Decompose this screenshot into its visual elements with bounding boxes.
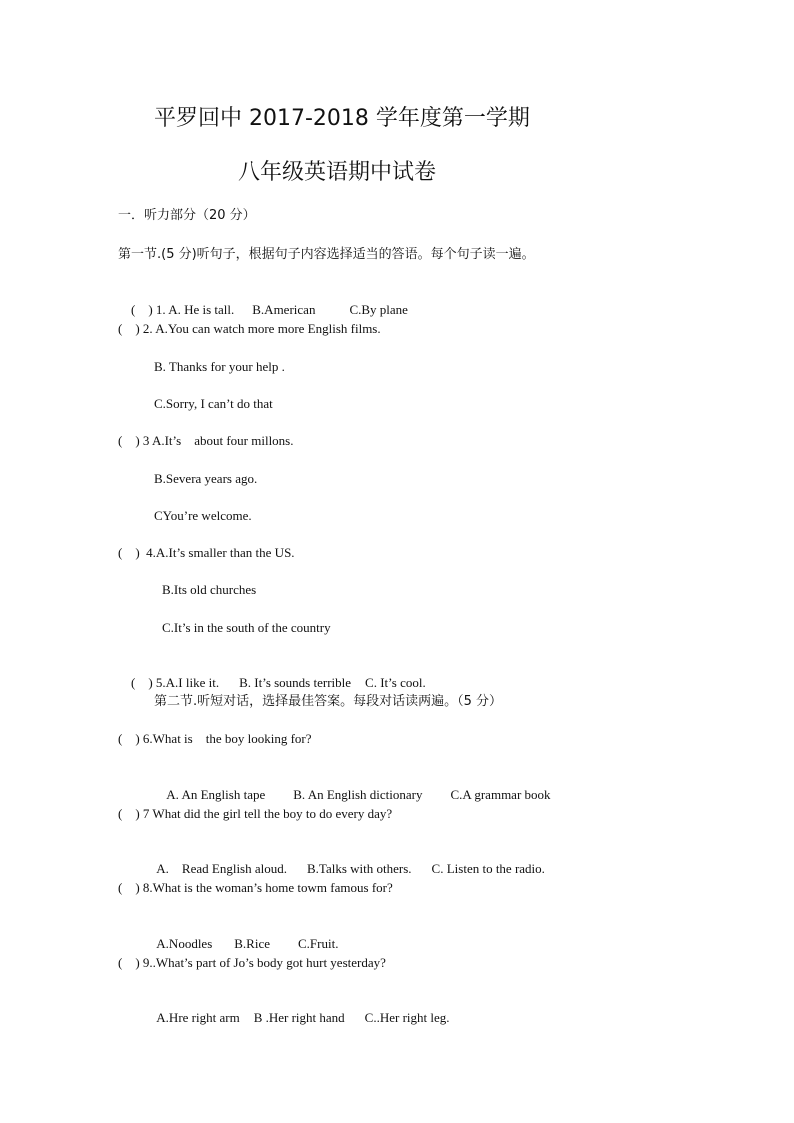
question-7-option-a: A. Read English aloud. [156,861,288,876]
question-4-option-c: C.It’s in the south of the country [162,620,331,635]
question-3-stem: ( ) 3 A.It’s about four millons. [118,433,294,448]
question-4-option-b: B.Its old churches [162,582,257,597]
question-7-option-b: B.Talks with others. [307,861,412,876]
question-7-option-c: C. Listen to the radio. [431,861,545,876]
question-6-option-b: B. An English dictionary [293,787,423,802]
question-9-option-c: C..Her right leg. [364,1010,450,1025]
question-6-option-c: C.A grammar book [450,787,551,802]
question-3-option-c: CYou’re welcome. [154,508,252,523]
question-1-option-c: C.By plane [349,302,408,317]
part1-instruction: 第一节.(5 分)听句子，根据句子内容选择适当的答语。每个句子读一遍。 [118,247,535,262]
question-2-option-c: C.Sorry, I can’t do that [154,396,273,411]
question-6-stem: ( ) 6.What is the boy looking for? [118,731,312,746]
question-6-option-a: A. An English tape [166,787,266,802]
question-5-option-a: ( ) 5.A.I like it. [131,675,220,690]
question-9-options [144,991,450,1045]
exam-title-line1: 平罗回中 2017-2018 学年度第一学期 [154,106,530,131]
question-4-stem: ( ) 4.A.It’s smaller than the US. [118,545,295,560]
question-8-option-a: A.Noodles [156,936,213,951]
question-9-stem: ( ) 9..What’s part of Jo’s body got hurt yesterday? [118,955,386,970]
question-7-stem: ( ) 7 What did the girl tell the boy to do every day? [118,806,393,821]
question-5-option-c: C. It’s cool. [365,675,426,690]
question-5-option-b: B. It’s sounds terrible [239,675,352,690]
question-3-option-b: B.Severa years ago. [154,471,258,486]
question-8-option-c: C.Fruit. [298,936,339,951]
part2-instruction: 第二节.听短对话，选择最佳答案。每段对话读两遍。（5 分） [154,694,503,709]
question-1-option-a: ( ) 1. A. He is tall. [131,302,235,317]
section-heading-listening: 一．听力部分（20 分） [118,208,256,223]
question-1-option-b: B.American [252,302,316,317]
exam-title-line2: 八年级英语期中试卷 [238,160,437,185]
question-2-option-b: B. Thanks for your help . [154,359,285,374]
question-9-option-a: A.Hre right arm [156,1010,240,1025]
question-9-option-b: B .Her right hand [253,1010,345,1025]
question-8-option-b: B.Rice [234,936,271,951]
question-8-stem: ( ) 8.What is the woman’s home towm famous for? [118,880,393,895]
question-2-stem: ( ) 2. A.You can watch more more English films. [118,321,381,336]
